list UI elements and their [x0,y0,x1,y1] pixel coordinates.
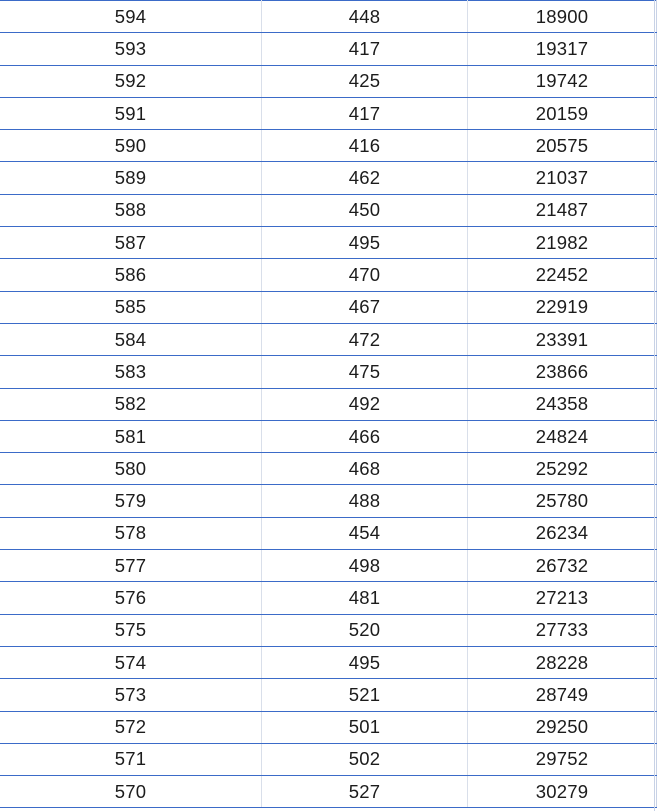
table-row [0,388,657,420]
table-row [0,33,657,65]
score-cell: 584 [0,323,262,355]
table-row [0,485,657,517]
score-cell: 591 [0,97,262,129]
table-right-border [654,0,655,811]
cumulative-count-cell: 19317 [468,33,657,65]
count-cell: 521 [262,679,468,711]
cumulative-count-cell: 23866 [468,356,657,388]
count-cell: 495 [262,227,468,259]
table-row [0,259,657,291]
score-cell: 592 [0,65,262,97]
score-cell: 576 [0,582,262,614]
cumulative-count-cell: 22452 [468,259,657,291]
count-cell: 417 [262,97,468,129]
table-row [0,517,657,549]
cumulative-count-cell: 21487 [468,194,657,226]
table-row [0,356,657,388]
cumulative-count-cell: 25292 [468,453,657,485]
table-row [0,614,657,646]
count-cell: 466 [262,420,468,452]
score-cell: 573 [0,679,262,711]
count-cell: 448 [262,1,468,33]
count-cell: 417 [262,33,468,65]
table-row [0,743,657,775]
score-cell: 580 [0,453,262,485]
score-cell: 593 [0,33,262,65]
count-cell: 481 [262,582,468,614]
score-cell: 578 [0,517,262,549]
score-cell: 570 [0,776,262,808]
score-cell: 583 [0,356,262,388]
cumulative-count-cell: 26732 [468,550,657,582]
count-cell: 416 [262,130,468,162]
cumulative-count-cell: 20575 [468,130,657,162]
cumulative-count-cell: 23391 [468,323,657,355]
count-cell: 475 [262,356,468,388]
count-cell: 454 [262,517,468,549]
count-cell: 462 [262,162,468,194]
table-row [0,227,657,259]
table-row [0,1,657,33]
cumulative-count-cell: 18900 [468,1,657,33]
score-cell: 587 [0,227,262,259]
count-cell: 472 [262,323,468,355]
cumulative-count-cell: 21037 [468,162,657,194]
cumulative-count-cell: 24358 [468,388,657,420]
count-cell: 450 [262,194,468,226]
table-row [0,776,657,808]
cumulative-count-cell: 25780 [468,485,657,517]
count-cell: 468 [262,453,468,485]
table-row [0,194,657,226]
cumulative-count-cell: 21982 [468,227,657,259]
table-row [0,291,657,323]
table-row [0,420,657,452]
score-cell: 579 [0,485,262,517]
table-row [0,646,657,678]
count-cell: 488 [262,485,468,517]
table-row [0,130,657,162]
table-row [0,162,657,194]
cumulative-count-cell: 27733 [468,614,657,646]
score-cell: 577 [0,550,262,582]
count-cell: 470 [262,259,468,291]
cumulative-count-cell: 22919 [468,291,657,323]
table-row [0,323,657,355]
score-cell: 581 [0,420,262,452]
table-row [0,582,657,614]
score-cell: 589 [0,162,262,194]
score-cell: 582 [0,388,262,420]
cumulative-count-cell: 28228 [468,646,657,678]
cumulative-count-cell: 26234 [468,517,657,549]
count-cell: 527 [262,776,468,808]
cumulative-count-cell: 30279 [468,776,657,808]
count-cell: 501 [262,711,468,743]
cumulative-count-cell: 24824 [468,420,657,452]
score-cell: 585 [0,291,262,323]
score-cell: 572 [0,711,262,743]
score-cell: 575 [0,614,262,646]
count-cell: 498 [262,550,468,582]
table-row [0,453,657,485]
table-row [0,711,657,743]
cumulative-count-cell: 19742 [468,65,657,97]
score-cell: 571 [0,743,262,775]
count-cell: 492 [262,388,468,420]
score-cell: 586 [0,259,262,291]
cumulative-count-cell: 28749 [468,679,657,711]
count-cell: 502 [262,743,468,775]
score-cell: 574 [0,646,262,678]
count-cell: 495 [262,646,468,678]
table-row [0,550,657,582]
score-cell: 594 [0,1,262,33]
score-cell: 590 [0,130,262,162]
table-row [0,679,657,711]
table-row [0,97,657,129]
score-cell: 588 [0,194,262,226]
cumulative-count-cell: 27213 [468,582,657,614]
count-cell: 520 [262,614,468,646]
count-cell: 467 [262,291,468,323]
count-cell: 425 [262,65,468,97]
cumulative-count-cell: 29250 [468,711,657,743]
cumulative-count-cell: 29752 [468,743,657,775]
table-row [0,65,657,97]
cumulative-count-cell: 20159 [468,97,657,129]
table-body [0,1,657,808]
